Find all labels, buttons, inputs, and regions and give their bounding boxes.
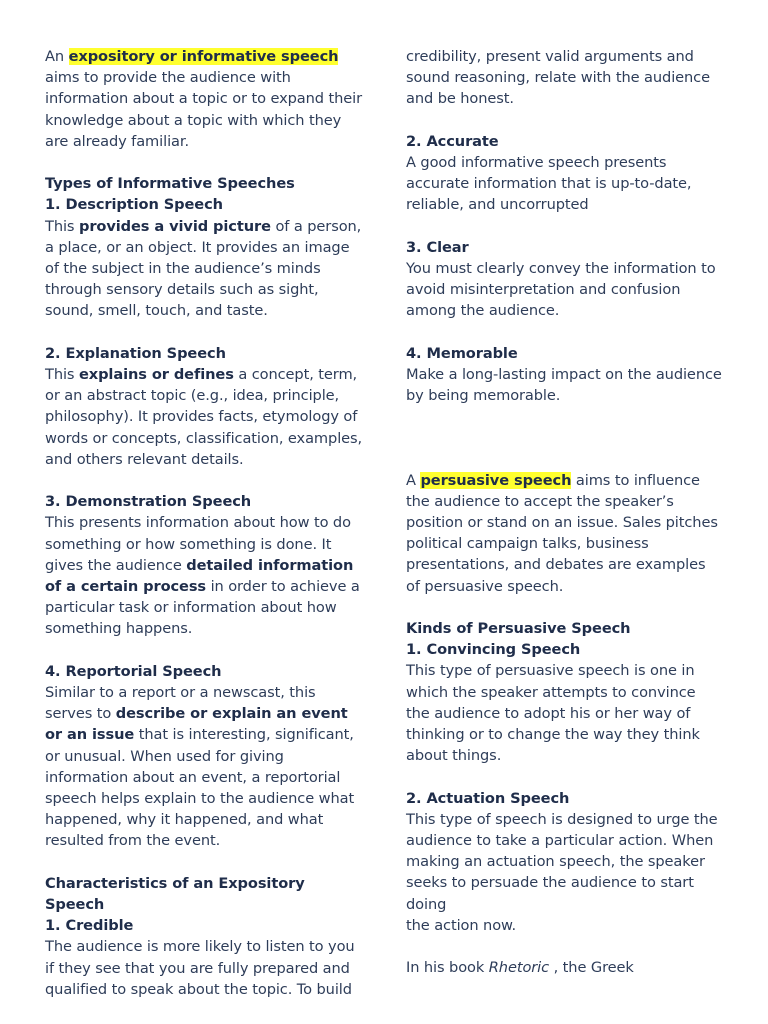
credible-heading: 1. Credible bbox=[45, 917, 134, 935]
kinds-section: Kinds of Persuasive Speech 1. Convincing Speech This type of persuasive speech is one in which the speaker attempts to convince the audience to adopt his or her way of thinking or to change the way they think about things. bbox=[406, 620, 700, 765]
characteristics-section: Characteristics of an Expository Speech 1. Credible The audience is more likely to listen to you if they see that you are fully prepared and qualified to speak about the topic. To build bbox=[45, 874, 355, 998]
description-heading: 1. Description Speech bbox=[45, 196, 223, 214]
convincing-heading: 1. Convincing Speech bbox=[406, 641, 581, 659]
explanation-section: 2. Explanation Speech This explains or defines a concept, term, or an abstract topic (e.g., idea, principle, philosophy). It provides facts, etymology of words or concepts, classification, examples, and others relevant details. bbox=[45, 344, 363, 468]
kinds-heading: Kinds of Persuasive Speech bbox=[406, 620, 631, 637]
highlight-persuasive: persuasive speech bbox=[420, 471, 572, 489]
demonstration-section: 3. Demonstration Speech This presents information about how to do something or how something is done. It gives the audience detailed information of a certain process in order to achieve a particular task or information about how something happens. bbox=[45, 493, 360, 638]
section-gap bbox=[406, 428, 722, 470]
types-heading: Types of Informative Speeches bbox=[45, 175, 295, 193]
right-column bbox=[406, 46, 722, 1000]
explanation-heading: 2. Explanation Speech bbox=[45, 344, 226, 362]
clear-heading: 3. Clear bbox=[406, 238, 469, 256]
left-column bbox=[45, 46, 367, 1021]
credible-continued: credibility, present valid arguments and sound reasoning, relate with the audience and be honest. bbox=[406, 48, 710, 108]
types-section: Types of Informative Speeches 1. Description Speech This provides a vivid picture of a person, a place, or an object. It provides an image of the subject in the audience’s minds through sensory details such as sight, sound, smell, touch, and taste. bbox=[45, 175, 362, 320]
intro-paragraph: An expository or informative speech aims to provide the audience with information about a topic or to expand their knowledge about a topic with which they are already familiar. bbox=[45, 48, 363, 150]
rhetoric-paragraph: In his book Rhetoric , the Greek bbox=[406, 959, 634, 977]
actuation-heading: 2. Actuation Speech bbox=[406, 789, 570, 807]
accurate-section: 2. Accurate A good informative speech presents accurate information that is up-to-date, reliable, and uncorrupted bbox=[406, 132, 692, 214]
actuation-section: 2. Actuation Speech This type of speech is designed to urge the audience to take a particular action. When making an actuation speech, the speaker seeks to persuade the audience to start doing the action now. bbox=[406, 789, 718, 934]
accurate-heading: 2. Accurate bbox=[406, 132, 499, 150]
reportorial-heading: 4. Reportorial Speech bbox=[45, 662, 222, 680]
highlight-expository: expository or informative speech bbox=[68, 48, 339, 65]
characteristics-heading: Characteristics of an Expository Speech bbox=[45, 874, 305, 914]
clear-section: 3. Clear You must clearly convey the information to avoid misinterpretation and confusion among the audience. bbox=[406, 238, 716, 320]
demonstration-heading: 3. Demonstration Speech bbox=[45, 493, 252, 511]
reportorial-section: 4. Reportorial Speech Similar to a report or a newscast, this serves to describe or explain an event or an issue that is interesting, significant, or unusual. When used for giving information about an event, a reportorial speech helps explain to the audience what happened, why it happened, and what resulted from the event. bbox=[45, 662, 355, 850]
memorable-section: 4. Memorable Make a long-lasting impact on the audience by being memorable. bbox=[406, 344, 722, 405]
memorable-heading: 4. Memorable bbox=[406, 344, 518, 362]
persuasive-paragraph: A persuasive speech aims to influence the audience to accept the speaker’s position or stand on an issue. Sales pitches political campaign talks, business presentations, and debates are examples of persuasive speech. bbox=[406, 471, 718, 595]
